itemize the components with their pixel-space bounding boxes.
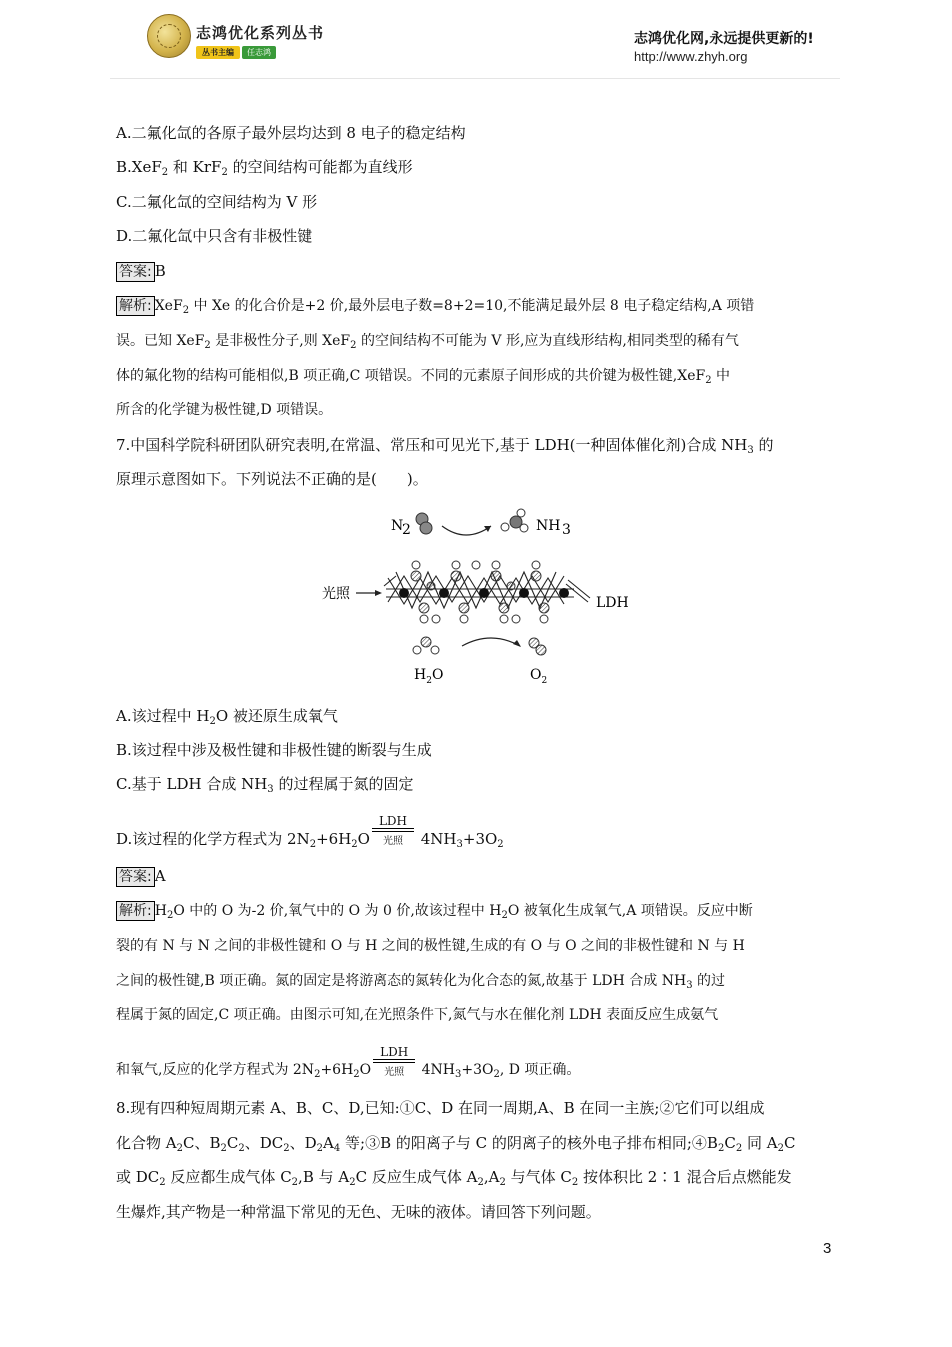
reaction-condition: LDH 光照 (371, 1060, 417, 1080)
header-divider (110, 78, 840, 79)
q6-option-a: A.二氟化氙的各原子最外层均达到 8 电子的稳定结构 (116, 124, 466, 142)
q7-option-d: D.该过程的化学方程式为 $2N_2+6H_2O$ LDH 光照 $4NH_3+3O_2$ (116, 814, 504, 850)
h2o-label: $H_2O$ (414, 667, 444, 686)
q6-option-d: D.二氟化氙中只含有非极性键 (116, 227, 313, 245)
answer-tag: 答案: (116, 867, 155, 887)
answer-value: B (154, 262, 166, 280)
n2-label: N (391, 518, 404, 534)
series-title: 志鸿优化系列丛书 (196, 24, 325, 42)
badge-editor-label: 丛书主编 (196, 46, 240, 59)
q6-analysis-line-2: 误。已知 XeF$_2$ 是非极性分子,则 XeF$_2$ 的空间结构不可能为 V 形,应为直线形结构,相同类型的稀有气 (116, 333, 739, 351)
q6-analysis-line-4: 所含的化学键为极性键,D 项错误。 (116, 402, 333, 418)
reaction-arrow-top (442, 526, 491, 535)
ldh-label: LDH (596, 595, 629, 611)
reaction-arrow-bottom (462, 638, 520, 646)
reaction-condition: LDH 光照 (370, 829, 416, 849)
q7-analysis-line-4: 程属于氮的固定,C 项正确。由图示可知,在光照条件下,氮气与水在催化剂 LDH 表面反应生成氨气 (116, 1007, 719, 1023)
answer-tag: 答案: (116, 262, 155, 282)
q7-stem-line-2: 原理示意图如下。下列说法不正确的是( )。 (116, 470, 428, 488)
nh3-label: NH (536, 518, 561, 534)
site-slogan: 志鸿优化网,永远提供更新的! (634, 31, 814, 47)
q7-answer (116, 866, 166, 887)
o2-label: $O_2$ (530, 667, 548, 686)
q6-analysis-line-3: 体的氟化物的结构可能相似,B 项正确,C 项错误。不同的元素原子间形成的共价键为极性键,XeF$_2$ 中 (116, 368, 731, 386)
analysis-tag: 解析: (116, 296, 155, 316)
q7-analysis-line-5: 和氧气,反应的化学方程式为 $2N_2+6H_2O$ LDH 光照 $4NH_3+3O_2$, D 项正确。 (116, 1045, 581, 1080)
q7-analysis-line-3: 之间的极性键,B 项正确。氮的固定是将游离态的氮转化为化合态的氮,故基于 LDH 合成 $NH_3$ 的过 (116, 973, 726, 991)
badge-editor-name: 任志鸿 (242, 46, 276, 59)
analysis-tag: 解析: (116, 901, 155, 921)
q6-analysis-line-1: 解析: XeF$_2$ 中 Xe 的化合价是+2 价,最外层电子数=8+2=10,不能满足最外层 8 电子稳定结构,A 项错 (116, 296, 754, 316)
series-editor-badge (196, 46, 276, 59)
q7-option-a: A.该过程中 $H_2O$ 被还原生成氧气 (116, 707, 338, 727)
svg-text:2: 2 (402, 522, 411, 538)
q6-option-c: C.二氟化氙的空间结构为 V 形 (116, 193, 318, 211)
page-number: 3 (823, 1240, 832, 1257)
q8-stem-line-1: 8.现有四种短周期元素 A、B、C、D,已知:①C、D 在同一周期,A、B 在同一主族;②它们可以组成 (116, 1099, 765, 1117)
q7-stem-line-1: 7.中国科学院科研团队研究表明,在常温、常压和可见光下,基于 LDH(一种固体催化剂)合成 $NH_3$ 的 (116, 436, 774, 456)
q6-answer (116, 261, 166, 282)
answer-value: A (154, 867, 166, 885)
q8-stem-line-2: 化合物 $A_2C$、$B_2C_2$、$DC_2$、$D_2A_4$ 等;③B 的阳离子与 C 的阴离子的核外电子排布相同$;④B_2C_2$ 同 $A_2C$ (116, 1134, 796, 1154)
q7-option-c: C.基于 LDH 合成 $NH_3$ 的过程属于氮的固定 (116, 775, 414, 795)
q7-analysis-line-1: 解析: $H_2O$ 中的 O 为-2 价,氧气中的 O 为 0 价,故该过程中 $H_2O$ 被氧化生成氧气,A 项错误。反应中断 (116, 901, 753, 921)
ldh-diagram (316, 506, 646, 686)
series-logo-ring (157, 24, 181, 48)
light-label: 光照 (322, 586, 350, 602)
svg-text:3: 3 (562, 522, 571, 538)
q7-option-b: B.该过程中涉及极性键和非极性键的断裂与生成 (116, 741, 432, 759)
q8-stem-line-3: 或 $DC_2$ 反应都生成气体 $C_2,B$ 与 $A_2C$ 反应生成气体 $A_2,A_2$ 与气体 $C_2$ 按体积比 2∶1 混合后点燃能发 (116, 1168, 792, 1188)
q8-stem-line-4: 生爆炸,其产物是一种常温下常见的无色、无味的液体。请回答下列问题。 (116, 1203, 601, 1221)
q6-option-b: B.XeF$_2$ 和 KrF$_2$ 的空间结构可能都为直线形 (116, 158, 413, 178)
site-url[interactable]: http://www.zhyh.org (634, 49, 748, 64)
h2o-molecule-icon (421, 637, 431, 647)
q7-analysis-line-2: 裂的有 N 与 N 之间的非极性键和 O 与 H 之间的极性键,生成的有 O 与 O 之间的非极性键和 N 与 H (116, 938, 745, 954)
